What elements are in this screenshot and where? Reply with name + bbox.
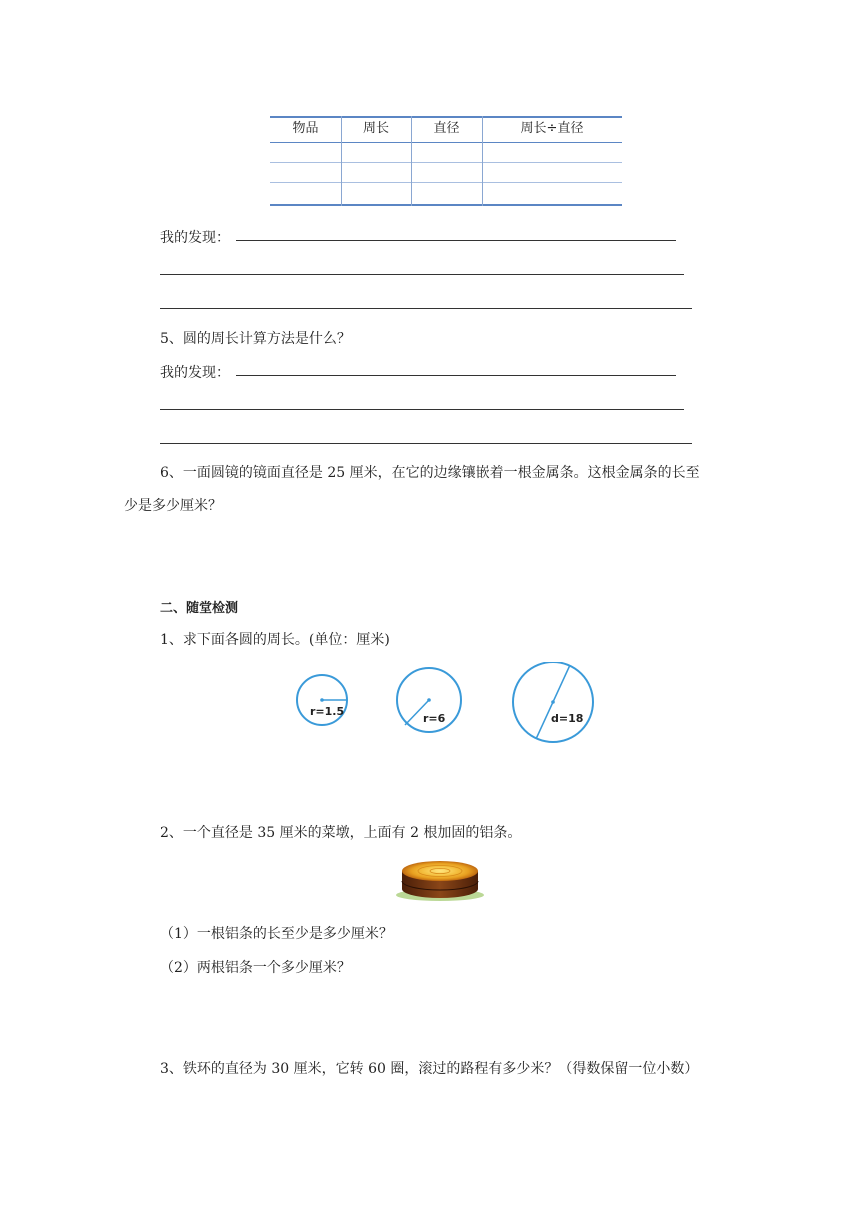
answer-line[interactable] [160,274,684,275]
question-2-sub-2: （2）两根铝条一个多少厘米？ [160,960,351,976]
center-dot [427,698,431,702]
question-2-sub-1: （1）一根铝条的长至少是多少厘米？ [160,926,393,942]
section-2-question-1: 1、求下面各圆的周长。(单位：厘米) [160,632,390,648]
answer-line[interactable] [236,240,676,241]
center-dot [320,698,324,702]
circles-figure [288,662,606,744]
answer-line[interactable] [236,375,676,376]
section-2-question-2: 2、一个直径是 35 厘米的菜墩，上面有 2 根加固的铝条。 [160,825,522,841]
data-table [270,116,622,206]
table-header-circumference: 周长 [362,121,389,136]
circle-label-2: r=6 [423,712,446,725]
table-header-ratio: 周长÷直径 [520,121,584,136]
question-5: 5、圆的周长计算方法是什么？ [160,331,351,347]
table-header-diameter: 直径 [433,121,460,136]
section-2-title: 二、随堂检测 [160,601,239,616]
discovery-label-2: 我的发现： [160,365,230,381]
circle-label-3: d=18 [551,712,584,725]
question-6-line-1: 6、一面圆镜的镜面直径是 25 厘米，在它的边缘镶嵌着一根金属条。这根金属条的长至 [160,465,700,481]
answer-line[interactable] [160,409,684,410]
cutting-board-image [396,855,484,901]
answer-line[interactable] [160,308,692,309]
center-dot [551,700,555,704]
answer-line[interactable] [160,443,692,444]
discovery-label-1: 我的发现： [160,230,230,246]
section-2-question-3: 3、铁环的直径为 30 厘米，它转 60 圈，滚过的路程有多少米？（得数保留一位小数） [160,1061,699,1077]
question-6-line-2: 少是多少厘米？ [124,498,222,514]
table-header-item: 物品 [292,121,319,136]
circle-label-1: r=1.5 [310,705,345,718]
